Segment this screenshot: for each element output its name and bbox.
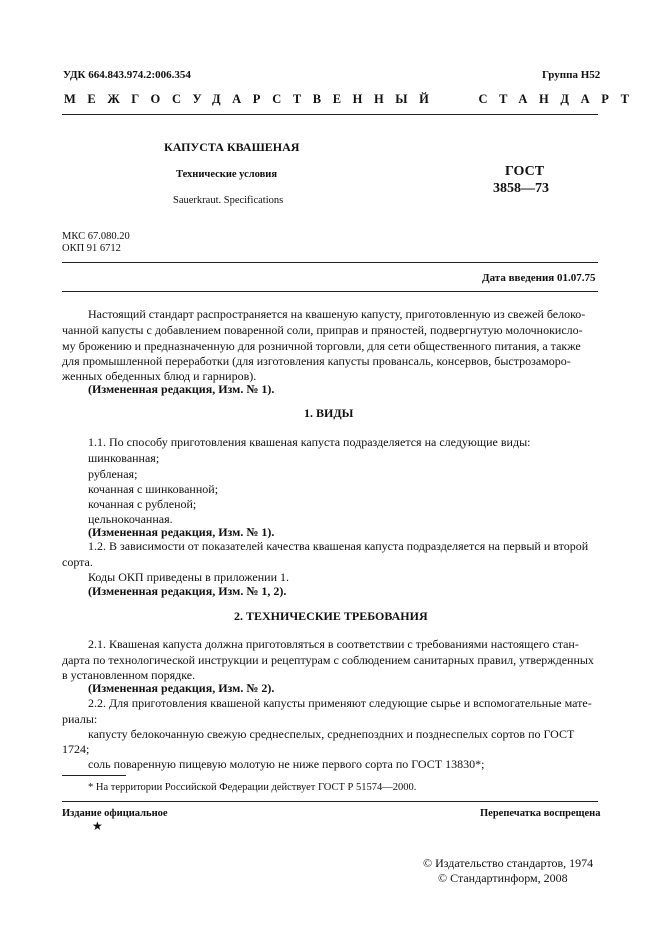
footnote: * На территории Российской Федерации действует ГОСТ Р 51574—2000. (88, 782, 417, 793)
band-word-interstate: МЕЖГОСУДАРСТВЕННЫЙ (64, 92, 441, 106)
band-word-standard: СТАНДАРТ (478, 92, 641, 106)
title-rule (62, 262, 598, 263)
english-title: Sauerkraut. Specifications (173, 195, 284, 206)
intro-line: чанной капусты с добавлением поваренной соли, приправ и пряностей, подвергнутую молочнокисло- (62, 323, 583, 337)
official-edition: Издание официальное (62, 808, 168, 819)
clause-1-2-line: 1.2. В зависимости от показателей качества квашеная капуста подразделяется на первый и второй (88, 539, 589, 553)
kind-item: рубленая; (88, 467, 138, 481)
material-item: капусту белокочанную свежую среднеспелых, среднепоздних и позднеспелых сортов по ГОСТ (88, 727, 575, 741)
standard-type-band (64, 92, 641, 107)
amendment-note: (Измененная редакция, Изм. № 1). (88, 382, 275, 396)
footer-rule (62, 801, 598, 802)
kind-item: шинкованная; (88, 451, 160, 465)
document-subtitle: Технические условия (176, 169, 278, 180)
section-heading: 1. ВИДЫ (304, 406, 354, 420)
material-item: 1724; (62, 742, 90, 756)
okp-codes-note: Коды ОКП приведены в приложении 1. (88, 570, 290, 584)
footnote-rule (62, 775, 126, 776)
amendment-note: (Измененная редакция, Изм. № 2). (88, 681, 275, 695)
introduction-date (482, 272, 596, 284)
clause-2-2-line: 2.2. Для приготовления квашеной капусты применяют следующие сырье и вспомогательные мате- (88, 696, 592, 710)
reprint-prohibited: Перепечатка воспрещена (480, 808, 601, 819)
udk-code: УДК 664.843.974.2:006.354 (63, 69, 191, 81)
introduction-date-value: 01.07.75 (557, 272, 596, 284)
star-mark: ★ (92, 819, 103, 833)
amendment-note: (Измененная редакция, Изм. № 1). (88, 525, 275, 539)
okp-code: ОКП 91 6712 (62, 243, 121, 254)
copyright-line: © Стандартинформ, 2008 (438, 871, 568, 885)
intro-line: му брожению и предназначенную для розничной торговли, для сети общественного питания, а также (62, 339, 581, 353)
intro-line: Настоящий стандарт распространяется на квашеную капусту, приготовленную из свежей белоко- (88, 307, 586, 321)
mks-code: МКС 67.080.20 (62, 231, 130, 242)
date-rule (62, 291, 598, 292)
clause-2-1-line: 2.1. Квашеная капуста должна приготовляться в соответствии с требованиями настоящего стан- (88, 637, 579, 651)
clause-1-2-line: сорта. (62, 555, 93, 569)
header-rule (62, 114, 598, 115)
introduction-date-label: Дата введения (482, 272, 555, 284)
intro-line: женных обеденных блюд и гарниров). (62, 369, 257, 383)
section-heading: 2. ТЕХНИЧЕСКИЕ ТРЕБОВАНИЯ (234, 609, 428, 623)
clause-2-1-line: в установленном порядке. (62, 668, 196, 682)
clause-2-2-line: риалы: (62, 712, 98, 726)
gost-label: ГОСТ (505, 164, 545, 179)
kind-item: кочанная с шинкованной; (88, 482, 219, 496)
clause-1-1: 1.1. По способу приготовления квашеная капуста подразделяется на следующие виды: (88, 435, 531, 449)
kind-item: кочанная с рубленой; (88, 497, 197, 511)
copyright-line: © Издательство стандартов, 1974 (423, 856, 594, 870)
clause-2-1-line: дарта по технологической инструкции и рецептурам с соблюдением санитарных правил, утвержденных (62, 653, 594, 667)
material-item: соль поваренную пищевую молотую не ниже первого сорта по ГОСТ 13830*; (88, 757, 485, 771)
intro-line: для промышленной переработки (для изготовления капусты провансаль, консервов, быстрозаморо- (62, 354, 571, 368)
group-code: Группа Н52 (542, 69, 601, 81)
amendment-note: (Измененная редакция, Изм. № 1, 2). (88, 584, 287, 598)
kind-item: цельнокочанная. (88, 512, 173, 526)
gost-number: 3858—73 (493, 181, 549, 196)
document-title: КАПУСТА КВАШЕНАЯ (164, 140, 300, 154)
